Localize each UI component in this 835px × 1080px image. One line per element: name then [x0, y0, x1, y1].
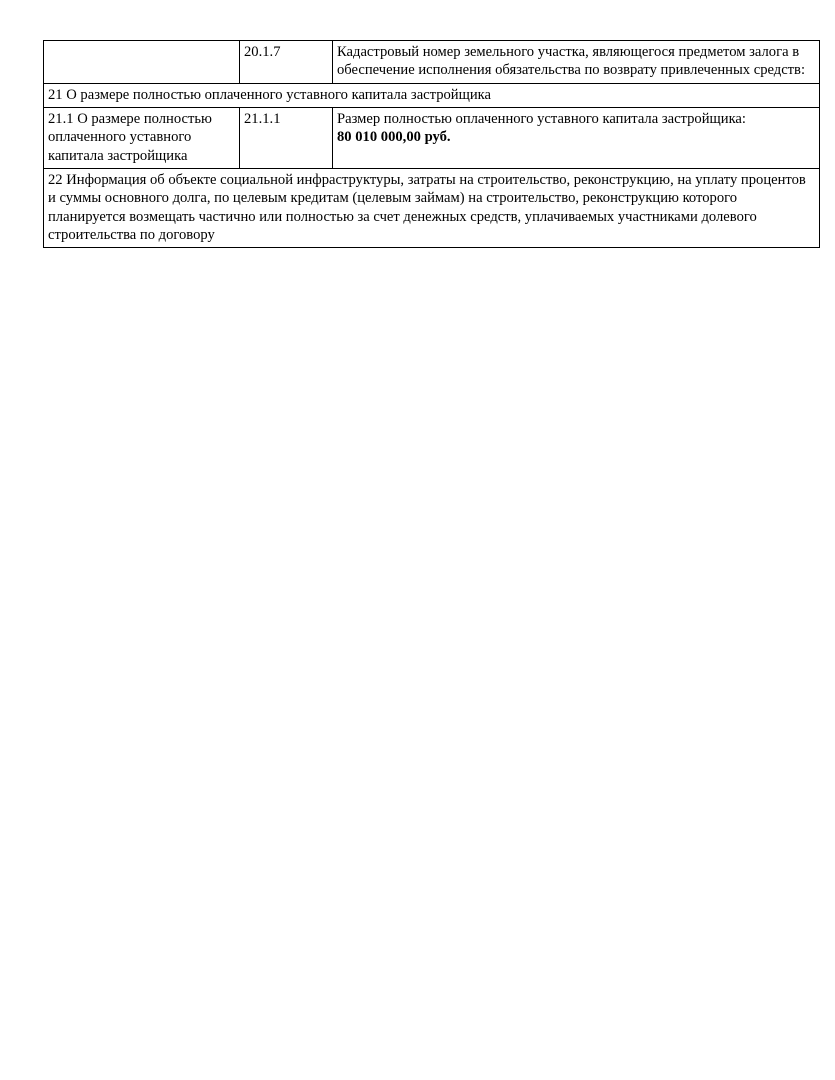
row-label-cell: [44, 41, 240, 84]
table-row: [44, 168, 820, 247]
capital-amount: 80 010 000,00 руб.: [337, 129, 451, 146]
row-number-cell: 21.1.1: [240, 107, 333, 168]
row-value-cell: Кадастровый номер земельного участка, являющегося предметом залога в обеспечение исполнения обязательства по возврату привлеченных средств:: [333, 41, 820, 84]
table-row: [44, 107, 820, 168]
table-row: [44, 83, 820, 107]
table-row: [44, 41, 820, 84]
capital-value-text: Размер полностью оплаченного уставного капитала застройщика:: [337, 110, 746, 127]
row-number-cell: 20.1.7: [240, 41, 333, 84]
disclosure-table: [43, 40, 820, 248]
row-value-cell: [333, 107, 820, 168]
section-heading-cell: 22 Информация об объекте социальной инфраструктуры, затраты на строительство, реконструкцию, на уплату процентов и суммы основного долга, по целевым кредитам (целевым займам) на строительство, реконструкцию которого планируется возмещать частично или полностью за счет денежных средств, уплачиваемых участниками долевого строительства по договору: [44, 168, 820, 247]
section-heading-cell: 21 О размере полностью оплаченного уставного капитала застройщика: [44, 83, 820, 107]
row-label-cell: 21.1 О размере полностью оплаченного уставного капитала застройщика: [44, 107, 240, 168]
